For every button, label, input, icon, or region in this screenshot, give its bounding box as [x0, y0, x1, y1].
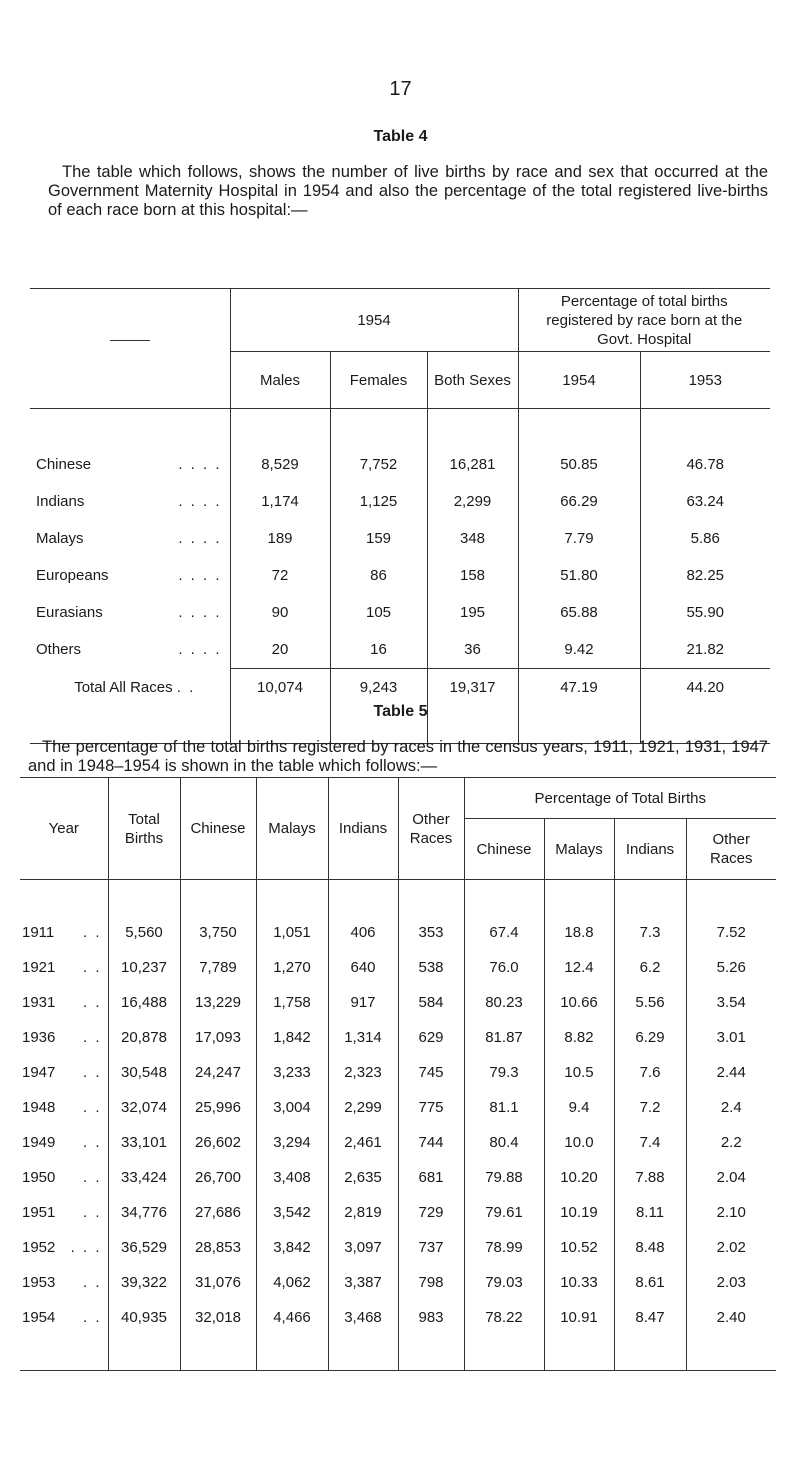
table4-group-1954: 1954: [230, 289, 518, 352]
table5-cell-pct-malays: 9.4: [544, 1090, 614, 1125]
year-text: 1947: [22, 1064, 56, 1081]
table5-col-indians: Indians: [328, 778, 398, 880]
table5-row-year: [20, 1090, 108, 1125]
table5-cell-pct-other-races: 2.44: [686, 1055, 776, 1090]
table5-col-year: Year: [20, 778, 108, 880]
table5-row-year: [20, 1230, 108, 1265]
table5-cell-pct-chinese: 79.3: [464, 1055, 544, 1090]
table4-col-1954: 1954: [518, 352, 640, 409]
table5-cell-malays: 1,270: [256, 950, 328, 985]
table5-cell-chinese: 25,996: [180, 1090, 256, 1125]
table5-row: [20, 1230, 776, 1265]
table5-cell-pct-indians: 5.56: [614, 985, 686, 1020]
table5-row-year: [20, 950, 108, 985]
table5-row-year: [20, 1055, 108, 1090]
table4-row: [30, 520, 770, 557]
table4-cell-males: 8,529: [230, 446, 330, 483]
table5-pct-chinese: Chinese: [464, 819, 544, 880]
table4-cell-both: 158: [427, 557, 518, 594]
table4-row: [30, 631, 770, 669]
table4-cell-males: 20: [230, 631, 330, 669]
table5-cell-total-births: 5,560: [108, 915, 180, 950]
table5-cell-total-births: 20,878: [108, 1020, 180, 1055]
table5-intro: The percentage of the total births registered by races in the census years, 1911, 1921, 1931, 1947 and in 1948–1954 is shown in the table which follows:—: [28, 738, 768, 775]
table5-cell-malays: 3,542: [256, 1195, 328, 1230]
table4-cell-both: 348: [427, 520, 518, 557]
table5-cell-pct-indians: 6.29: [614, 1020, 686, 1055]
table5-row: [20, 950, 776, 985]
table5-row: [20, 1265, 776, 1300]
table4-total-row-label: Total All Races . .: [74, 678, 196, 696]
table5-row: [20, 1090, 776, 1125]
table5-cell-chinese: 26,700: [180, 1160, 256, 1195]
leader-dots: . . . .: [178, 530, 222, 547]
table5-cell-pct-malays: 10.33: [544, 1265, 614, 1300]
table5-cell-pct-malays: 8.82: [544, 1020, 614, 1055]
table5-cell-pct-chinese: 79.61: [464, 1195, 544, 1230]
table5-group-percentage: Percentage of Total Births: [464, 778, 776, 819]
table5-cell-malays: 1,051: [256, 915, 328, 950]
table5-row: [20, 1300, 776, 1335]
row-label-text: Eurasians: [36, 604, 103, 621]
leader-dots: . . .: [70, 1239, 102, 1256]
table5-cell-total-births: 36,529: [108, 1230, 180, 1265]
table5-cell-pct-other-races: 7.52: [686, 915, 776, 950]
table5-cell-pct-other-races: 2.2: [686, 1125, 776, 1160]
leader-dots: . .: [82, 959, 102, 976]
table4-cell-pct-1954: 50.85: [518, 446, 640, 483]
table5-cell-pct-malays: 18.8: [544, 915, 614, 950]
year-text: 1952: [22, 1239, 56, 1256]
table4-cell-both: 36: [427, 631, 518, 669]
table4-cell-pct-1953: 5.86: [640, 520, 770, 557]
row-label-text: Europeans: [36, 567, 109, 584]
table4-total-1953: 44.20: [640, 669, 770, 707]
table5-row-year: [20, 915, 108, 950]
table5-cell-pct-indians: 7.4: [614, 1125, 686, 1160]
table5-cell-pct-chinese: 76.0: [464, 950, 544, 985]
table5-cell-total-births: 33,101: [108, 1125, 180, 1160]
table5-cell-total-births: 10,237: [108, 950, 180, 985]
table5-row: [20, 1020, 776, 1055]
table5-row-year: [20, 1265, 108, 1300]
table4-row-label: [30, 557, 230, 594]
table4-row: [30, 446, 770, 483]
table4-cell-both: 2,299: [427, 483, 518, 520]
table5-cell-other-races: 744: [398, 1125, 464, 1160]
table5-cell-malays: 3,294: [256, 1125, 328, 1160]
table5-cell-pct-chinese: 80.23: [464, 985, 544, 1020]
table4-col-males: Males: [230, 352, 330, 409]
table5-cell-indians: 2,819: [328, 1195, 398, 1230]
table5-cell-chinese: 13,229: [180, 985, 256, 1020]
table5-cell-indians: 406: [328, 915, 398, 950]
table5-col-chinese: Chinese: [180, 778, 256, 880]
table5-cell-chinese: 28,853: [180, 1230, 256, 1265]
table4-group-percentage: Percentage of total births registered by race born at the Govt. Hospital: [518, 289, 770, 352]
table5-col-other-races: Other Races: [398, 778, 464, 880]
table4-row-label: [30, 631, 230, 669]
table5-cell-chinese: 17,093: [180, 1020, 256, 1055]
table4-intro: The table which follows, shows the number of live births by race and sex that occurred at the Government Maternity Hospital in 1954 and also the percentage of the total registered live-births of each race born at this hospital:—: [48, 163, 768, 219]
table5-cell-other-races: 584: [398, 985, 464, 1020]
year-text: 1949: [22, 1134, 56, 1151]
table5-pct-malays: Malays: [544, 819, 614, 880]
table4-row: [30, 557, 770, 594]
table4-row: [30, 594, 770, 631]
table4-cell-pct-1953: 63.24: [640, 483, 770, 520]
table4: [30, 288, 770, 744]
table5-cell-total-births: 34,776: [108, 1195, 180, 1230]
table5-row-year: [20, 1160, 108, 1195]
table5-cell-malays: 4,062: [256, 1265, 328, 1300]
leader-dots: . . . .: [178, 456, 222, 473]
row-label-text: Malays: [36, 530, 84, 547]
table5-row: [20, 1160, 776, 1195]
leader-dots: . .: [82, 1169, 102, 1186]
leader-dots: . .: [82, 1134, 102, 1151]
year-text: 1951: [22, 1204, 56, 1221]
table5-cell-chinese: 3,750: [180, 915, 256, 950]
table4-col-1953: 1953: [640, 352, 770, 409]
table4-col-females: Females: [330, 352, 427, 409]
table4-cell-females: 105: [330, 594, 427, 631]
table4-cell-males: 1,174: [230, 483, 330, 520]
table5-cell-indians: 2,323: [328, 1055, 398, 1090]
leader-dots: . .: [82, 1309, 102, 1326]
table5-cell-pct-malays: 10.19: [544, 1195, 614, 1230]
table4-total-both: 19,317: [427, 669, 518, 707]
table4-cell-pct-1954: 51.80: [518, 557, 640, 594]
year-text: 1948: [22, 1099, 56, 1116]
table5-cell-pct-other-races: 2.10: [686, 1195, 776, 1230]
year-text: 1954: [22, 1309, 56, 1326]
table5-cell-total-births: 32,074: [108, 1090, 180, 1125]
table5-pct-other-races: Other Races: [686, 819, 776, 880]
table5-cell-malays: 4,466: [256, 1300, 328, 1335]
table5-pct-indians: Indians: [614, 819, 686, 880]
row-label-text: Indians: [36, 493, 85, 510]
table5-cell-chinese: 27,686: [180, 1195, 256, 1230]
table5-cell-chinese: 32,018: [180, 1300, 256, 1335]
leader-dots: . .: [82, 1204, 102, 1221]
year-text: 1931: [22, 994, 56, 1011]
table5-cell-chinese: 24,247: [180, 1055, 256, 1090]
table4-cell-males: 189: [230, 520, 330, 557]
table5-cell-pct-other-races: 2.03: [686, 1265, 776, 1300]
table5-cell-indians: 3,387: [328, 1265, 398, 1300]
table5-row-year: [20, 1195, 108, 1230]
year-text: 1936: [22, 1029, 56, 1046]
table4-cell-pct-1953: 82.25: [640, 557, 770, 594]
table4-cell-pct-1953: 55.90: [640, 594, 770, 631]
table5-cell-pct-indians: 8.11: [614, 1195, 686, 1230]
table5-cell-other-races: 798: [398, 1265, 464, 1300]
table5-cell-other-races: 681: [398, 1160, 464, 1195]
table5-cell-pct-chinese: 79.03: [464, 1265, 544, 1300]
table5-row: [20, 1125, 776, 1160]
table5-col-total-births: Total Births: [108, 778, 180, 880]
table5-cell-pct-other-races: 2.40: [686, 1300, 776, 1335]
table5-col-malays: Malays: [256, 778, 328, 880]
table5-cell-pct-indians: 7.2: [614, 1090, 686, 1125]
table4-cell-females: 86: [330, 557, 427, 594]
table4-corner: [30, 289, 230, 352]
table5-cell-pct-indians: 7.88: [614, 1160, 686, 1195]
table5-cell-other-races: 775: [398, 1090, 464, 1125]
table4-cell-males: 72: [230, 557, 330, 594]
year-text: 1950: [22, 1169, 56, 1186]
table5-cell-other-races: 737: [398, 1230, 464, 1265]
table5-cell-chinese: 7,789: [180, 950, 256, 985]
table5-row: [20, 985, 776, 1020]
year-text: 1911: [22, 924, 55, 941]
table5-cell-pct-other-races: 5.26: [686, 950, 776, 985]
table5-cell-other-races: 538: [398, 950, 464, 985]
table4-cell-females: 1,125: [330, 483, 427, 520]
table4-cell-pct-1954: 65.88: [518, 594, 640, 631]
year-text: 1921: [22, 959, 56, 976]
leader-dots: . . . .: [178, 493, 222, 510]
table5-cell-chinese: 31,076: [180, 1265, 256, 1300]
table5-cell-malays: 1,758: [256, 985, 328, 1020]
table4-cell-females: 159: [330, 520, 427, 557]
table5-row: [20, 1195, 776, 1230]
table5-cell-pct-malays: 10.0: [544, 1125, 614, 1160]
table5-row: [20, 1055, 776, 1090]
table5-cell-total-births: 40,935: [108, 1300, 180, 1335]
table5-row-year: [20, 1020, 108, 1055]
leader-dots: . .: [82, 1274, 102, 1291]
table5-cell-pct-indians: 8.47: [614, 1300, 686, 1335]
table4-row-label: [30, 520, 230, 557]
table5-cell-indians: 3,097: [328, 1230, 398, 1265]
table4-cell-pct-1954: 9.42: [518, 631, 640, 669]
table4-total-females: 9,243: [330, 669, 427, 707]
table5-cell-malays: 3,004: [256, 1090, 328, 1125]
table4-cell-both: 195: [427, 594, 518, 631]
table4-total-males: 10,074: [230, 669, 330, 707]
table5-cell-malays: 3,408: [256, 1160, 328, 1195]
table5-cell-pct-chinese: 67.4: [464, 915, 544, 950]
table5-row: [20, 915, 776, 950]
table4-cell-both: 16,281: [427, 446, 518, 483]
leader-dots: . .: [82, 1099, 102, 1116]
table5-cell-indians: 2,635: [328, 1160, 398, 1195]
table5-cell-pct-other-races: 2.4: [686, 1090, 776, 1125]
table5-cell-pct-chinese: 78.22: [464, 1300, 544, 1335]
table5-cell-pct-malays: 10.20: [544, 1160, 614, 1195]
row-label-text: Others: [36, 641, 82, 659]
table5-cell-indians: 640: [328, 950, 398, 985]
table5-cell-total-births: 39,322: [108, 1265, 180, 1300]
table5-cell-pct-malays: 10.91: [544, 1300, 614, 1335]
table5-cell-pct-other-races: 2.02: [686, 1230, 776, 1265]
table5-cell-total-births: 30,548: [108, 1055, 180, 1090]
table4-cell-pct-1953: 46.78: [640, 446, 770, 483]
leader-dots: . . . .: [178, 604, 222, 621]
leader-dots: . .: [82, 994, 102, 1011]
table4-cell-males: 90: [230, 594, 330, 631]
table5-cell-pct-other-races: 2.04: [686, 1160, 776, 1195]
table5-cell-other-races: 983: [398, 1300, 464, 1335]
table5-cell-pct-indians: 7.6: [614, 1055, 686, 1090]
table5-cell-pct-malays: 10.5: [544, 1055, 614, 1090]
table5-cell-indians: 2,461: [328, 1125, 398, 1160]
table5-cell-indians: 1,314: [328, 1020, 398, 1055]
table5-row-year: [20, 1125, 108, 1160]
table4-cell-pct-1954: 66.29: [518, 483, 640, 520]
row-label-text: Chinese: [36, 456, 92, 473]
table5-cell-other-races: 353: [398, 915, 464, 950]
table5-cell-pct-indians: 6.2: [614, 950, 686, 985]
table4-col-both-sexes: Both Sexes: [427, 352, 518, 409]
table5-cell-pct-malays: 10.52: [544, 1230, 614, 1265]
table4-row-label: [30, 446, 230, 483]
table5-cell-pct-malays: 12.4: [544, 950, 614, 985]
table4-title: Table 4: [373, 128, 428, 145]
leader-dots: . .: [82, 1064, 102, 1081]
leader-dots: . .: [82, 1029, 102, 1046]
leader-dots: . .: [82, 924, 102, 941]
table4-row: [30, 483, 770, 520]
table5-cell-pct-other-races: 3.54: [686, 985, 776, 1020]
table5-cell-pct-chinese: 78.99: [464, 1230, 544, 1265]
table4-cell-pct-1954: 7.79: [518, 520, 640, 557]
year-text: 1953: [22, 1274, 56, 1291]
table5-cell-indians: 917: [328, 985, 398, 1020]
table4-cell-pct-1953: 21.82: [640, 631, 770, 669]
table5-cell-malays: 3,842: [256, 1230, 328, 1265]
table5-cell-pct-indians: 8.61: [614, 1265, 686, 1300]
table5-cell-pct-indians: 7.3: [614, 915, 686, 950]
table5-cell-pct-chinese: 81.1: [464, 1090, 544, 1125]
table4-row-label: [30, 483, 230, 520]
table5-row-year: [20, 1300, 108, 1335]
table5-cell-pct-chinese: 80.4: [464, 1125, 544, 1160]
table5-cell-indians: 2,299: [328, 1090, 398, 1125]
table5-cell-pct-indians: 8.48: [614, 1230, 686, 1265]
table5-cell-other-races: 745: [398, 1055, 464, 1090]
table5-cell-other-races: 729: [398, 1195, 464, 1230]
table5-cell-pct-malays: 10.66: [544, 985, 614, 1020]
table5-cell-malays: 1,842: [256, 1020, 328, 1055]
table5-cell-pct-chinese: 81.87: [464, 1020, 544, 1055]
table5-cell-pct-chinese: 79.88: [464, 1160, 544, 1195]
table5-cell-pct-other-races: 3.01: [686, 1020, 776, 1055]
table5-cell-chinese: 26,602: [180, 1125, 256, 1160]
table4-row-label: [30, 594, 230, 631]
table5-cell-total-births: 16,488: [108, 985, 180, 1020]
table5: [20, 777, 776, 1371]
table4-cell-females: 16: [330, 631, 427, 669]
table5-title: Table 5: [373, 703, 428, 720]
leader-dots: . . . .: [178, 641, 222, 659]
table5-cell-malays: 3,233: [256, 1055, 328, 1090]
table5-cell-indians: 3,468: [328, 1300, 398, 1335]
page-number: 17: [389, 78, 412, 100]
table4-cell-females: 7,752: [330, 446, 427, 483]
table4-total-1954: 47.19: [518, 669, 640, 707]
table5-cell-other-races: 629: [398, 1020, 464, 1055]
table5-cell-total-births: 33,424: [108, 1160, 180, 1195]
leader-dots: . . . .: [178, 567, 222, 584]
table5-row-year: [20, 985, 108, 1020]
